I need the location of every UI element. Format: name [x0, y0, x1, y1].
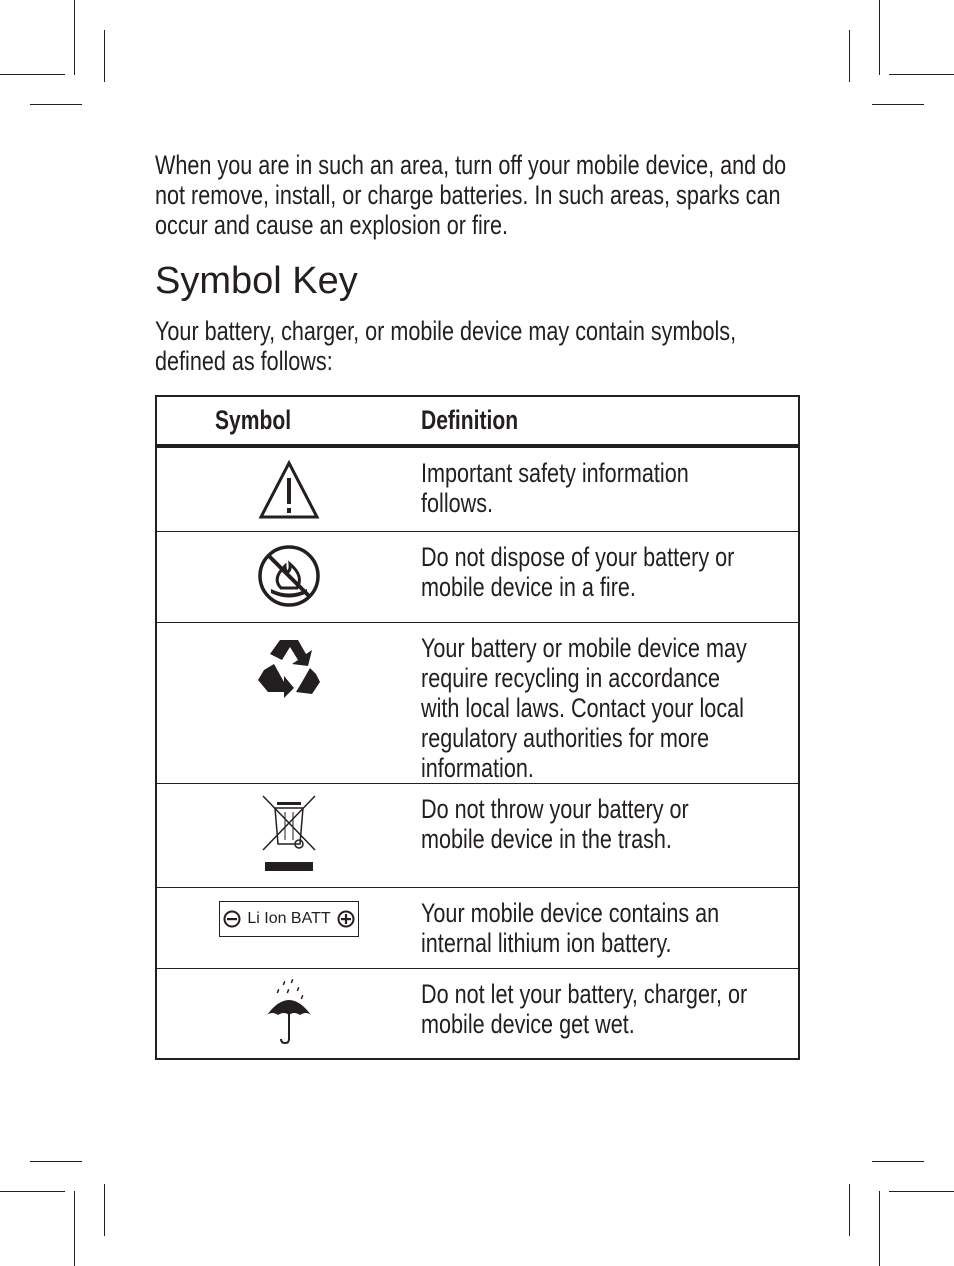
minus-terminal-icon: [223, 910, 241, 928]
recycle-icon: [256, 634, 322, 700]
warning-triangle-icon: [258, 460, 320, 520]
definition-text: Do not let your battery, charger, or mobile device get wet.: [421, 978, 748, 1039]
table-row: [156, 531, 799, 622]
header-definition: Definition: [421, 396, 799, 446]
header-symbol: Symbol: [156, 396, 421, 446]
section-title: Symbol Key: [155, 260, 358, 302]
definition-text: Your mobile device contains an internal lithium ion battery.: [421, 897, 720, 958]
definition-text: Important safety information follows.: [421, 458, 689, 518]
table-row: [156, 622, 799, 783]
plus-terminal-icon: [337, 910, 355, 928]
table-row: [156, 446, 799, 531]
crossed-out-bin-icon: [259, 794, 319, 874]
definition-text: Do not throw your battery or mobile device in the trash.: [421, 793, 689, 854]
table-header-row: [156, 396, 799, 446]
symbol-key-table: [155, 395, 800, 1060]
lead-paragraph: Your battery, charger, or mobile device may contain symbols, defined as follows:: [155, 316, 737, 376]
page-content: [155, 150, 800, 382]
intro-paragraph: When you are in such an area, turn off your mobile device, and do not remove, install, or charge batteries. In such areas, sparks can occur and cause an explosion or fire.: [155, 150, 787, 240]
definition-text: Your battery or mobile device may require recycling in accordance with local laws. Contact your local regulatory authorities for more information.: [421, 632, 747, 783]
umbrella-rain-icon: [264, 979, 314, 1045]
table-row: [156, 887, 799, 968]
definition-text: Do not dispose of your battery or mobile device in a fire.: [421, 541, 735, 602]
li-ion-battery-label: Li Ion BATT: [219, 901, 359, 937]
no-fire-icon: [257, 544, 321, 608]
table-row: [156, 783, 799, 887]
table-row: [156, 968, 799, 1059]
